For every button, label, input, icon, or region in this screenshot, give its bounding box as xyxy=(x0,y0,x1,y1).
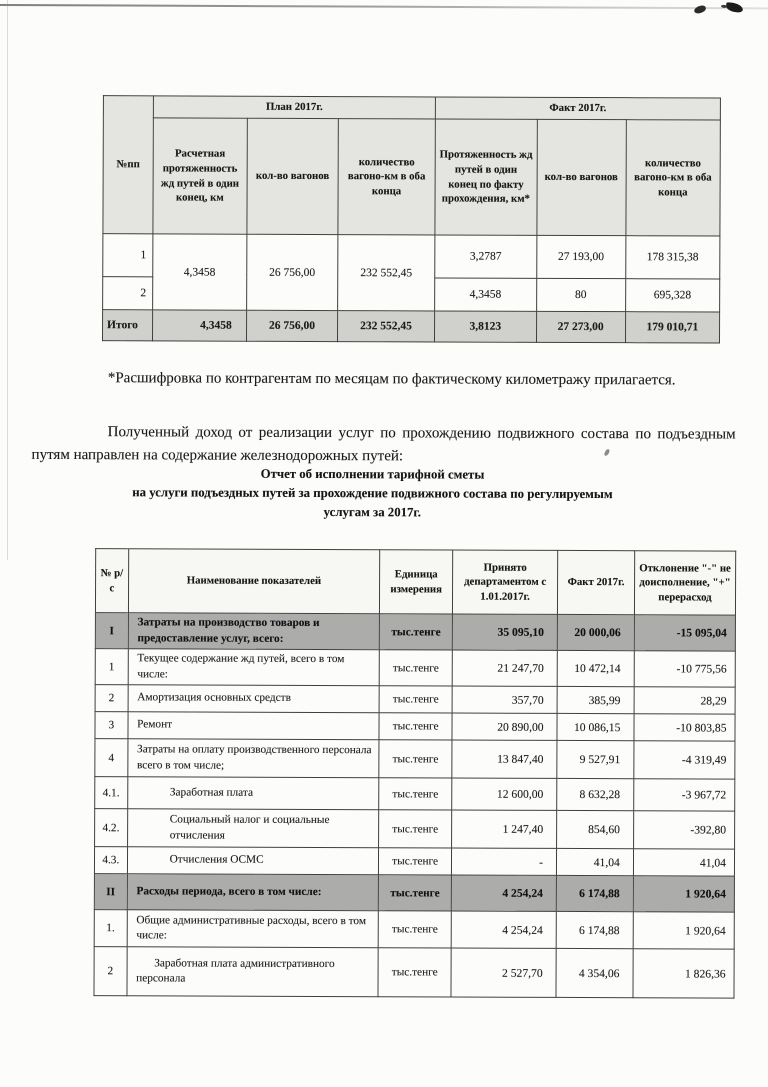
table1-header-plan-wagons: кол-во вагонов xyxy=(247,118,339,234)
row-deviation: -392,80 xyxy=(633,811,734,849)
table2-header-name: Наименование показателей xyxy=(128,549,380,614)
row-fact: 8 632,28 xyxy=(557,778,634,810)
table-row xyxy=(95,649,735,687)
table1-total-fact-length: 3,8123 xyxy=(434,311,536,342)
row-unit: тыс.тенге xyxy=(379,848,452,875)
row-deviation: -10 775,56 xyxy=(634,651,735,687)
table-row xyxy=(95,712,735,741)
table-row xyxy=(103,234,720,279)
row-num: 2 xyxy=(95,685,128,712)
table-row xyxy=(94,910,734,949)
row-accepted: 12 600,00 xyxy=(452,778,557,810)
income-paragraph: Полученный доход от реализации услуг по прохождению подвижного состава по подъездным путям направлен на содержание железнодорожных путей: xyxy=(31,424,736,465)
row-fact: 854,60 xyxy=(557,810,634,848)
row-fact: 9 527,91 xyxy=(557,740,634,778)
row-fact: 10 472,14 xyxy=(557,650,634,686)
row-fact: 10 086,15 xyxy=(557,713,634,740)
row-deviation: -10 803,85 xyxy=(634,714,735,741)
row-accepted: 35 095,10 xyxy=(452,614,557,650)
row-name: Общие административные расходы, всего в том числе: xyxy=(127,910,379,948)
row-num: 4.3. xyxy=(94,847,127,874)
table-row xyxy=(95,613,735,651)
row-fact: 20 000,06 xyxy=(557,614,634,650)
row-name: Социальный налог и социальные отчисления xyxy=(127,809,379,848)
table1-plan-wagons-value: 26 756,00 xyxy=(246,234,338,310)
footnote-paragraph: *Расшифровка по контрагентам по месяцам по фактическому километражу прилагается. xyxy=(107,370,676,389)
row-num: 1. xyxy=(94,910,127,947)
table1-total-row xyxy=(102,310,719,343)
row-num: 1 xyxy=(95,649,128,685)
table-row xyxy=(95,685,735,714)
row-name: Расходы периода, всего в том числе: xyxy=(127,874,379,911)
row-fact: 6 174,88 xyxy=(556,911,633,948)
row-fact: 6 174,88 xyxy=(556,875,633,911)
row-num: 4.2. xyxy=(95,809,128,847)
row-accepted: 357,70 xyxy=(452,686,557,713)
row-unit: тыс.тенге xyxy=(378,875,451,911)
table1-total-fact-wagons: 27 273,00 xyxy=(536,311,625,342)
table1-group-fact: Факт 2017г. xyxy=(435,97,720,120)
row-accepted: 21 247,70 xyxy=(452,650,557,686)
table-row xyxy=(94,947,734,998)
row-unit: тыс.тенге xyxy=(378,948,451,997)
report-title-line2: на услуги подъездных путей за прохождение подвижного состава по регулируемым xyxy=(132,485,613,502)
table2-header-deviation: Отклонение "-" не доисполнение, "+" перерасход xyxy=(634,551,735,615)
row-deviation: 41,04 xyxy=(633,849,734,876)
table2-header-accepted: Принято департаментом с 1.01.2017г. xyxy=(453,550,558,614)
table1-row1-num: 1 xyxy=(103,234,153,277)
table1-header-fact-wagonkm: количество вагоно-км в оба конца xyxy=(625,120,720,236)
table-row xyxy=(94,874,734,912)
table2-header-fact: Факт 2017г. xyxy=(558,550,635,614)
table1-row1-fact-wagonkm: 178 315,38 xyxy=(625,236,720,279)
table1-total-plan-length: 4,3458 xyxy=(152,310,246,341)
table1-row2-num: 2 xyxy=(103,277,153,310)
row-accepted: 2 527,70 xyxy=(451,948,556,997)
table-row xyxy=(95,809,735,849)
row-name: Заработная плата административного персонала xyxy=(127,947,379,997)
row-name: Затраты на производство товаров и предоставление услуг, всего: xyxy=(128,613,380,650)
row-name: Отчисления ОСМС xyxy=(127,847,379,875)
report-title-line1: Отчет об исполнении тарифной сметы xyxy=(260,466,485,482)
table1-row1-fact-length: 3,2787 xyxy=(435,235,537,278)
row-deviation: -3 967,72 xyxy=(634,779,735,811)
row-fact: 4 354,06 xyxy=(556,948,633,997)
row-unit: тыс.тенге xyxy=(379,778,452,810)
row-accepted: - xyxy=(452,848,557,875)
table1-plan-length-value: 4,3458 xyxy=(153,234,247,310)
row-num: II xyxy=(94,874,127,910)
table2-header-unit: Единица измерения xyxy=(380,550,453,614)
table1-header-fact-length: Протяженность жд путей в один конец по факту прохождения, км* xyxy=(435,119,537,235)
table1-group-plan: План 2017г. xyxy=(153,96,435,119)
row-num: I xyxy=(95,613,128,649)
report-title xyxy=(18,464,726,524)
table-row xyxy=(94,847,734,876)
row-accepted: 13 847,40 xyxy=(452,740,557,778)
table1-total-plan-wagons: 26 756,00 xyxy=(246,310,337,341)
table2-header-num: № р/с xyxy=(95,549,128,613)
report-title-line3: услугам за 2017г. xyxy=(323,505,422,520)
row-unit: тыс.тенге xyxy=(379,740,452,778)
row-deviation: 28,29 xyxy=(634,687,735,714)
table1-total-fact-wagonkm: 179 010,71 xyxy=(625,312,720,343)
row-name: Амортизация основных средств xyxy=(128,685,380,713)
table-row xyxy=(95,739,735,779)
row-deviation: 1 826,36 xyxy=(633,949,734,998)
row-name: Затраты на оплату производственного персонала всего в том числе; xyxy=(127,739,379,778)
row-name: Заработная плата xyxy=(127,777,379,810)
row-accepted: 1 247,40 xyxy=(452,810,557,848)
row-accepted: 4 254,24 xyxy=(451,911,556,948)
row-num: 3 xyxy=(95,712,128,739)
row-unit: тыс.тенге xyxy=(379,614,452,650)
row-unit: тыс.тенге xyxy=(379,650,452,686)
table1-header-fact-wagons: кол-во вагонов xyxy=(537,119,626,235)
row-accepted: 20 890,00 xyxy=(452,713,557,740)
table1-header-npp: №пп xyxy=(103,96,153,234)
row-fact: 41,04 xyxy=(557,848,634,875)
table1-plan-wagonkm-value: 232 552,45 xyxy=(338,235,435,311)
row-unit: тыс.тенге xyxy=(379,686,452,713)
row-num: 4 xyxy=(95,739,128,777)
row-name: Ремонт xyxy=(128,712,380,740)
table1-header-plan-wagonkm: количество вагоно-км в оба конца xyxy=(338,119,435,235)
row-unit: тыс.тенге xyxy=(378,911,451,948)
row-deviation: 1 920,64 xyxy=(633,876,734,912)
row-fact: 385,99 xyxy=(557,686,634,713)
table1-row2-fact-wagonkm: 695,328 xyxy=(625,279,720,312)
table1-row2-fact-wagons: 80 xyxy=(536,278,625,311)
row-deviation: 1 920,64 xyxy=(633,912,734,949)
plan-fact-traffic-table xyxy=(102,95,721,343)
row-num: 4.1. xyxy=(95,777,128,809)
table1-total-plan-wagonkm: 232 552,45 xyxy=(338,311,435,342)
tariff-estimate-table xyxy=(93,548,736,998)
row-deviation: -4 319,49 xyxy=(634,741,735,779)
table1-row1-fact-wagons: 27 193,00 xyxy=(536,235,625,278)
row-name: Текущее содержание жд путей, всего в том числе: xyxy=(128,649,380,686)
row-num: 2 xyxy=(94,947,127,996)
row-deviation: -15 095,04 xyxy=(634,615,735,651)
row-accepted: 4 254,24 xyxy=(451,875,556,911)
row-unit: тыс.тенге xyxy=(379,810,452,848)
table1-header-plan-length: Расчетная протяженность жд путей в один конец, км xyxy=(153,118,247,234)
table1-total-label: Итого xyxy=(102,310,152,341)
row-unit: тыс.тенге xyxy=(379,713,452,740)
table1-row2-fact-length: 4,3458 xyxy=(435,278,537,311)
table-row xyxy=(95,777,735,811)
